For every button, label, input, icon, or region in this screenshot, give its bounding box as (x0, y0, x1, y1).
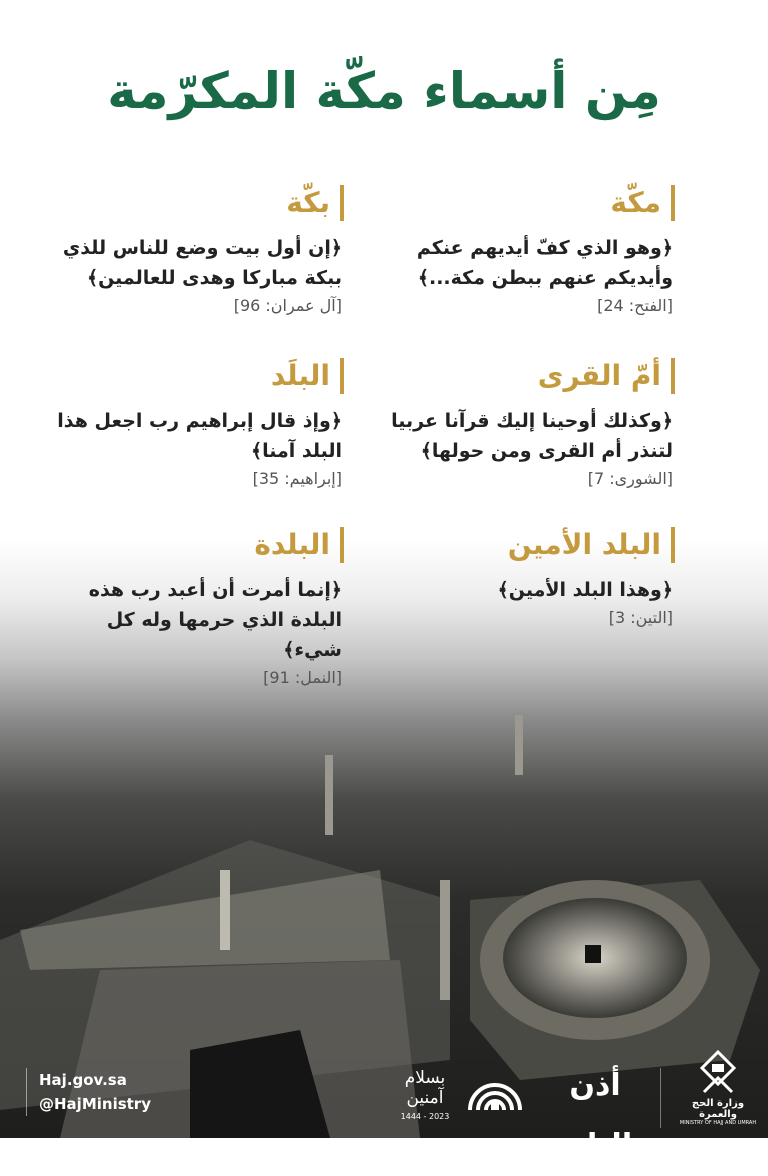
verse-text: ﴿وإذ قال إبراهيم رب اجعل هذا البلد آمنا﴾ (57, 410, 342, 462)
name-section-bakkah (44, 185, 344, 319)
bisalam-aminin-logo: بسلام آمنين 2023 - 1444 (400, 1068, 450, 1121)
name-section-al-balad-al-amin (375, 527, 675, 631)
social-handle[interactable]: @HajMinistry (39, 1095, 151, 1113)
website-link[interactable]: Haj.gov.sa (39, 1071, 127, 1089)
verse-text: ﴿وهذا البلد الأمين﴾ (497, 579, 673, 601)
section-heading: البلدة (44, 527, 344, 563)
adhin-bil-nas-logo: أذن بالناس (545, 1068, 645, 1163)
section-heading: أمّ القرى (375, 358, 675, 394)
footer (0, 1038, 768, 1163)
verse-reference: [الفتح: 24] (597, 296, 673, 315)
verse-text: ﴿وهو الذي كفّ أيديهم عنكم وأيديكم عنهم ببطن مكة...﴾ (416, 237, 673, 289)
ministry-emblem-icon (698, 1050, 738, 1094)
verse-reference: [الشورى: 7] (587, 469, 673, 488)
verse-reference: [إبراهيم: 35] (252, 469, 342, 488)
name-section-makkah (375, 185, 675, 319)
verse-text: ﴿إنما أمرت أن أعبد رب هذه البلدة الذي حرمها وله كل شيء﴾ (88, 579, 342, 661)
verse-text: ﴿إن أول بيت وضع للناس للذي ببكة مباركا وهدى للعالمين﴾ (62, 237, 342, 289)
verse-reference: [آل عمران: 96] (233, 296, 342, 315)
name-section-umm-al-qura (375, 358, 675, 492)
campaign-emblem-icon (466, 1070, 524, 1116)
section-heading: البلَد (44, 358, 344, 394)
page-title: مِن أسماء مكّة المكرّمة (107, 62, 661, 120)
verse-reference: [النمل: 91] (263, 668, 342, 687)
verse-reference: [التين: 3] (608, 608, 673, 627)
name-section-al-baldah (44, 527, 344, 691)
section-heading: بكّة (44, 185, 344, 221)
section-heading: مكّة (375, 185, 675, 221)
name-section-al-balad (44, 358, 344, 492)
divider (660, 1068, 661, 1128)
section-heading: البلد الأمين (375, 527, 675, 563)
verse-text: ﴿وكذلك أوحينا إليك قرآنا عربيا لتنذر أم القرى ومن حولها﴾ (391, 410, 673, 462)
contact-links (26, 1068, 151, 1116)
ministry-logo: وزارة الحج والعمرة MINISTRY OF HAJJ AND UMRAH (678, 1050, 758, 1126)
